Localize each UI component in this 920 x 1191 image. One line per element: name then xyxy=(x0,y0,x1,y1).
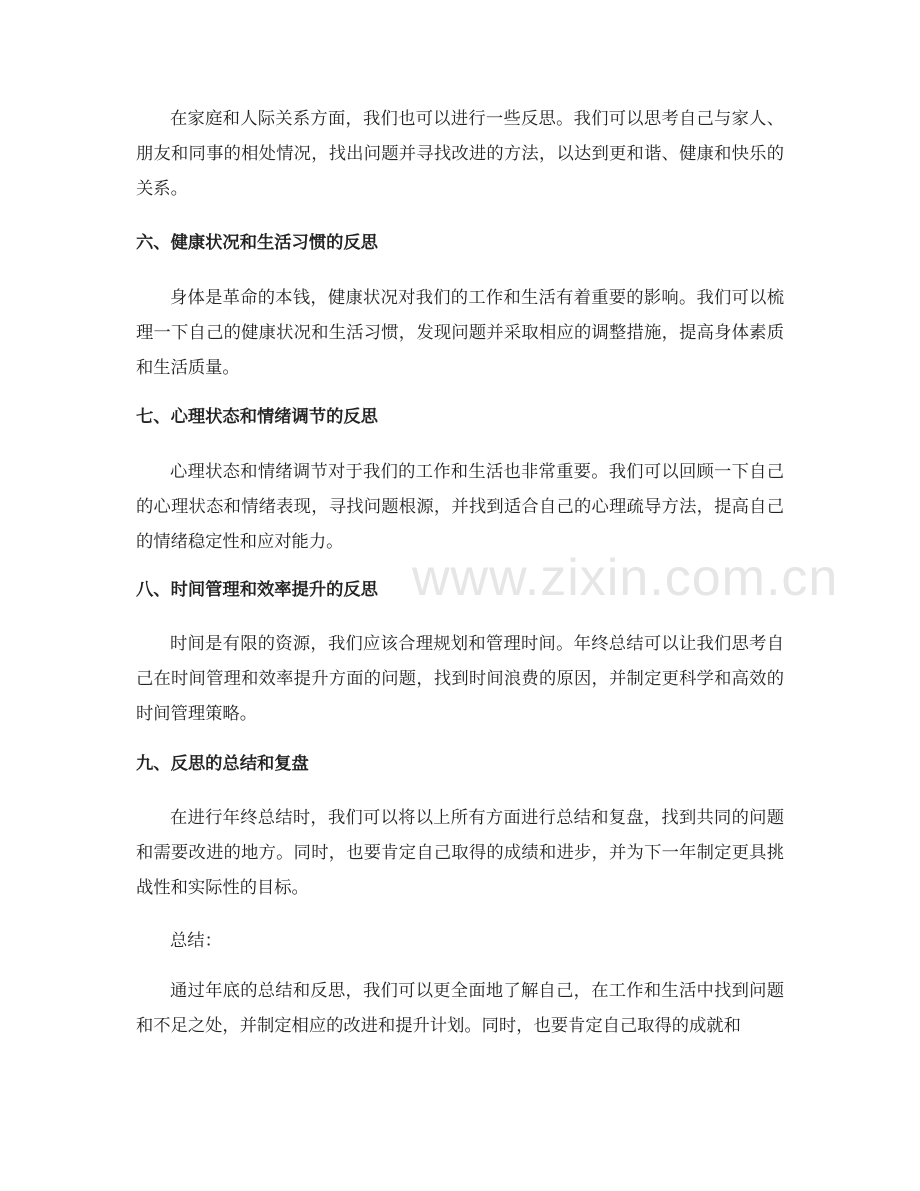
paragraph-summary-label: 总结： xyxy=(170,931,222,951)
paragraph-health-habits: 身体是革命的本钱，健康状况对我们的工作和生活有着重要的影响。我们可以梳理一下自己的健康状况和生活习惯，发现问题并采取相应的调整措施，提高身体素质和生活质量。 xyxy=(136,288,784,378)
heading-review-summary: 九、反思的总结和复盘 xyxy=(136,754,309,774)
paragraph-family-relations: 在家庭和人际关系方面，我们也可以进行一些反思。我们可以思考自己与家人、朋友和同事的相处情况，找出问题并寻找改进的方法，以达到更和谐、健康和快乐的关系。 xyxy=(136,109,784,199)
heading-health-habits: 六、健康状况和生活习惯的反思 xyxy=(136,233,378,253)
watermark: www.zixin.com.cn xyxy=(412,549,839,607)
heading-time-management: 八、时间管理和效率提升的反思 xyxy=(136,580,378,600)
paragraph-mental-emotion: 心理状态和情绪调节对于我们的工作和生活也非常重要。我们可以回顾一下自己的心理状态和情绪表现，寻找问题根源，并找到适合自己的心理疏导方法，提高自己的情绪稳定性和应对能力。 xyxy=(136,462,784,552)
paragraph-conclusion: 通过年底的总结和反思，我们可以更全面地了解自己，在工作和生活中找到问题和不足之处，并制定相应的改进和提升计划。同时，也要肯定自己取得的成就和 xyxy=(136,981,784,1036)
heading-mental-emotion: 七、心理状态和情绪调节的反思 xyxy=(136,407,378,427)
paragraph-time-management: 时间是有限的资源，我们应该合理规划和管理时间。年终总结可以让我们思考自己在时间管理和效率提升方面的问题，找到时间浪费的原因，并制定更科学和高效的时间管理策略。 xyxy=(136,634,784,724)
paragraph-review-summary: 在进行年终总结时，我们可以将以上所有方面进行总结和复盘，找到共同的问题和需要改进的地方。同时，也要肯定自己取得的成绩和进步，并为下一年制定更具挑战性和实际性的目标。 xyxy=(136,808,784,898)
